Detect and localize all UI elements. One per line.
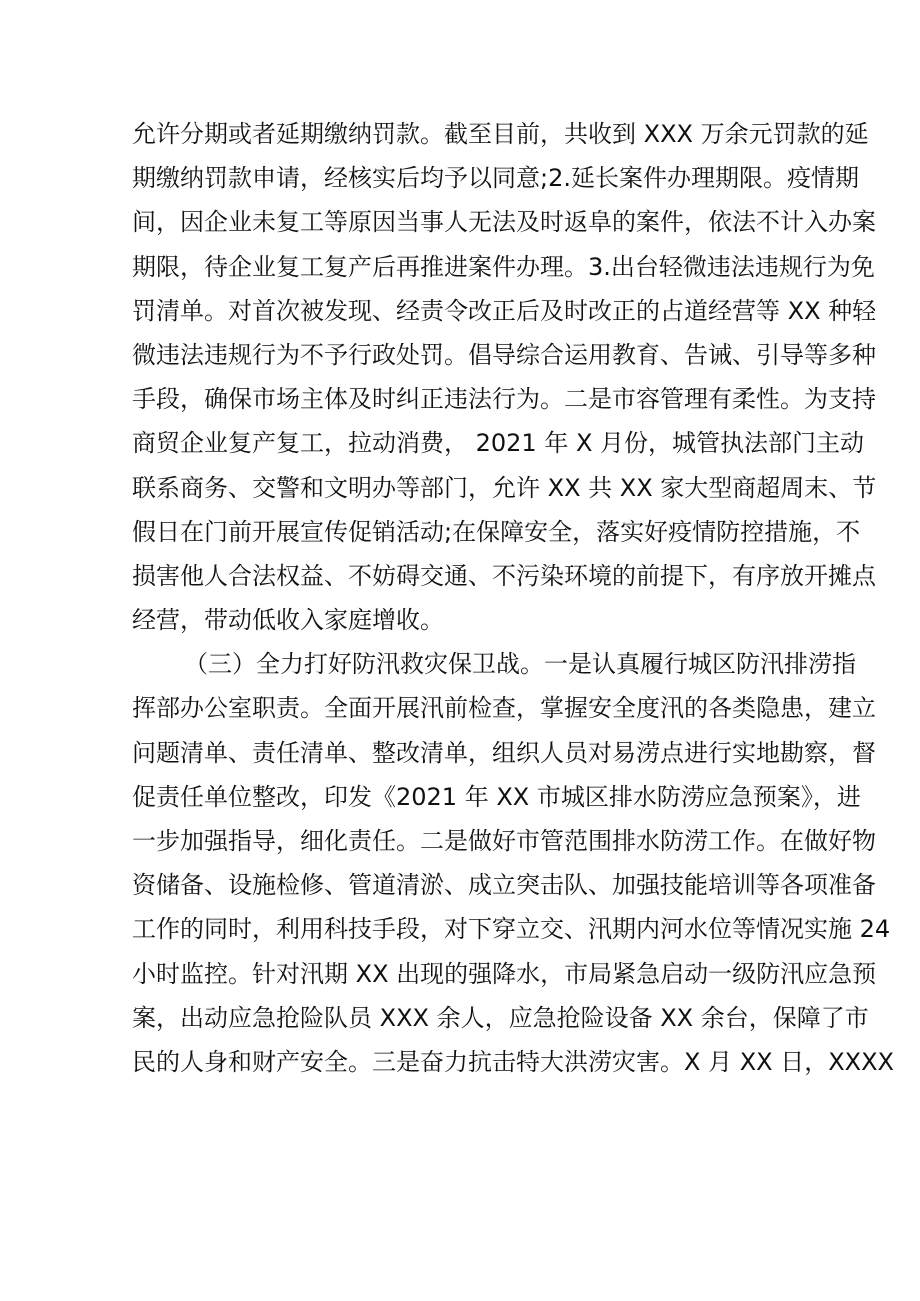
text-line: 促责任单位整改，印发《2021 年 XX 市城区排水防涝应急预案》，进 bbox=[132, 782, 861, 811]
text-line: 假日在门前开展宣传促销活动;在保障安全，落实好疫情防控措施，不 bbox=[132, 517, 861, 546]
text-line: 案，出动应急抢险队员 XXX 余人，应急抢险设备 XX 余台，保障了市 bbox=[132, 1003, 869, 1032]
text-line: 间，因企业未复工等原因当事人无法及时返阜的案件，依法不计入办案 bbox=[132, 208, 876, 237]
text-line: 商贸企业复产复工，拉动消费， 2021 年 X 月份，城管执法部门主动 bbox=[132, 429, 865, 458]
text-line: 手段，确保市场主体及时纠正违法行为。二是市容管理有柔性。为支持 bbox=[132, 385, 876, 414]
text-line: 经营，带动低收入家庭增收。 bbox=[132, 606, 444, 635]
section-heading-line: （三）全力打好防汛救灾保卫战。一是认真履行城区防汛排涝指 bbox=[184, 650, 856, 679]
text-line: 问题清单、责任清单、整改清单，组织人员对易涝点进行实地勘察，督 bbox=[132, 738, 876, 767]
text-line: 挥部办公室职责。全面开展汛前检查，掌握安全度汛的各类隐患，建立 bbox=[132, 694, 876, 723]
text-line: 罚清单。对首次被发现、经责令改正后及时改正的占道经营等 XX 种轻 bbox=[132, 296, 877, 325]
text-line: 损害他人合法权益、不妨碍交通、不污染环境的前提下，有序放开摊点 bbox=[132, 561, 876, 590]
body-text bbox=[132, 112, 894, 1084]
text-line: 允许分期或者延期缴纳罚款。截至目前，共收到 XXX 万余元罚款的延 bbox=[132, 120, 869, 148]
text-line: 工作的同时，利用科技手段，对下穿立交、汛期内河水位等情况实施 24 bbox=[132, 915, 891, 944]
text-line: 资储备、设施检修、管道清淤、成立突击队、加强技能培训等各项准备 bbox=[132, 871, 876, 900]
text-line: 期缴纳罚款申请，经核实后均予以同意;2.延长案件办理期限。疫情期 bbox=[132, 164, 859, 193]
text-line: 小时监控。针对汛期 XX 出现的强降水，市局紧急启动一级防汛应急预 bbox=[132, 959, 877, 988]
text-line: 一步加强指导，细化责任。二是做好市管范围排水防涝工作。在做好物 bbox=[132, 827, 876, 855]
text-line: 民的人身和财产安全。三是奋力抗击特大洪涝灾害。X 月 XX 日，XXXX bbox=[132, 1047, 894, 1076]
text-line: 联系商务、交警和文明办等部门，允许 XX 共 XX 家大型商超周末、节 bbox=[132, 473, 877, 502]
text-line: 微违法违规行为不予行政处罚。倡导综合运用教育、告诫、引导等多种 bbox=[132, 340, 876, 369]
text-line: 期限，待企业复工复产后再推进案件办理。3.出台轻微违法违规行为免 bbox=[132, 252, 875, 281]
